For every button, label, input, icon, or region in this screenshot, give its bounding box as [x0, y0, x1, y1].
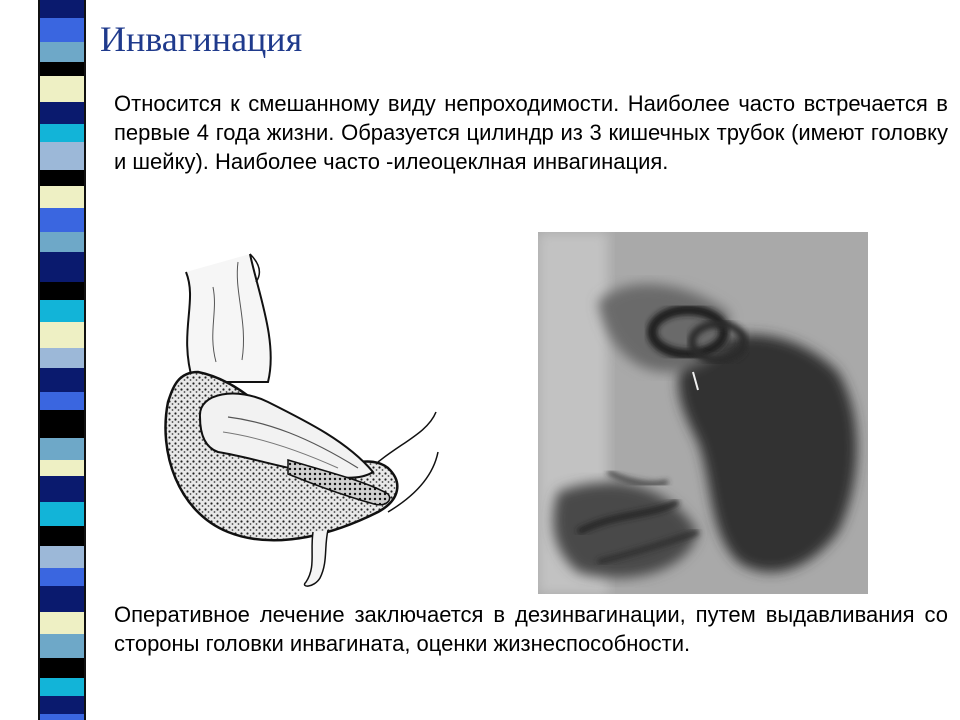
- stripe-segment: [40, 76, 84, 102]
- slide-title: Инвагинация: [100, 19, 303, 59]
- stripe-segment: [40, 18, 84, 42]
- stripe-segment: [40, 124, 84, 142]
- stripe-segment: [40, 438, 84, 460]
- stripe-segment: [40, 612, 84, 634]
- stripe-segment: [40, 368, 84, 392]
- stripe-segment: [40, 0, 84, 18]
- stripe-segment: [40, 476, 84, 502]
- stripe-segment: [40, 546, 84, 568]
- treatment-paragraph: Оперативное лечение заключается в дезинвагинации, путем выдавливания со стороны головки инвагината, оценки жизнеспособности.: [114, 602, 948, 656]
- stripe-segment: [40, 322, 84, 348]
- stripe-segment: [40, 634, 84, 658]
- stripe-segment: [40, 208, 84, 232]
- stripe-segment: [40, 42, 84, 62]
- stripe-segment: [40, 300, 84, 322]
- stripe-segment: [40, 282, 84, 300]
- stripe-segment: [40, 142, 84, 170]
- stripe-segment: [40, 348, 84, 368]
- stripe-segment: [40, 658, 84, 678]
- stripe-segment: [40, 102, 84, 124]
- stripe-segment: [40, 186, 84, 208]
- stripe-segment: [40, 714, 84, 720]
- intussusception-drawing: [138, 232, 440, 590]
- stripe-segment: [40, 502, 84, 526]
- stripe-segment: [40, 232, 84, 252]
- xray-image: [538, 232, 868, 594]
- stripe-segment: [40, 62, 84, 76]
- stripe-segment: [40, 526, 84, 546]
- intro-paragraph: Относится к смешанному виду непроходимости. Наиболее часто встречается в первые 4 года жизни. Образуется цилиндр из 3 кишечных трубок (имеют головку и шейку). Наиболее часто -илеоцеклная инвагинация.: [114, 91, 948, 174]
- stripe-segment: [40, 392, 84, 410]
- stripe-segment: [40, 586, 84, 612]
- stripe-segment: [40, 696, 84, 714]
- stripe-segment: [40, 170, 84, 186]
- stripe-segment: [40, 410, 84, 438]
- stripe-segment: [40, 568, 84, 586]
- decorative-stripe-bar: [38, 0, 86, 720]
- stripe-segment: [40, 678, 84, 696]
- stripe-segment: [40, 252, 84, 282]
- stripe-segment: [40, 460, 84, 476]
